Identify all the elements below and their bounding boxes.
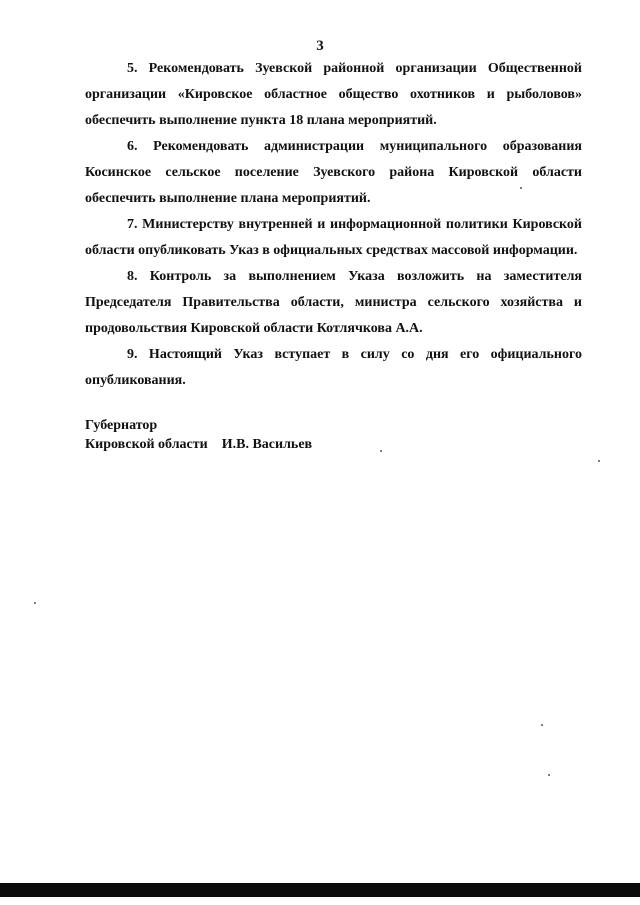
decree-body	[85, 56, 582, 394]
scan-speck	[598, 460, 600, 462]
scan-speck	[541, 724, 543, 726]
signature-title-region: Кировской области	[85, 437, 208, 452]
signature-block	[85, 416, 312, 454]
scan-speck	[548, 774, 550, 776]
scan-speck	[34, 602, 36, 604]
signature-title-line1: Губернатор	[85, 418, 158, 433]
scan-speck	[520, 187, 522, 189]
paragraph-9: 9. Настоящий Указ вступает в силу со дня его официального опубликования.	[85, 347, 582, 388]
paragraph-6: 6. Рекомендовать администрации муниципального образования Косинское сельское поселение Зуевского района Кировской области обеспечить выполнение плана мероприятий.	[85, 139, 582, 206]
scan-bottom-border	[0, 883, 640, 897]
signature-name: И.В. Васильев	[221, 437, 313, 452]
scan-speck	[380, 450, 382, 452]
paragraph-8: 8. Контроль за выполнением Указа возложить на заместителя Председателя Правительства области, министра сельского хозяйства и продовольствия Кировской области Котлячкова А.А.	[85, 269, 582, 336]
paragraph-5: 5. Рекомендовать Зуевской районной организации Общественной организации «Кировское областное общество охотников и рыболовов» обеспечить выполнение пункта 18 плана мероприятий.	[85, 61, 582, 128]
paragraph-7: 7. Министерству внутренней и информационной политики Кировской области опубликовать Указ в официальных средствах массовой информации.	[85, 217, 582, 258]
signature-title-line2	[85, 435, 312, 454]
page-number: 3	[316, 38, 324, 54]
